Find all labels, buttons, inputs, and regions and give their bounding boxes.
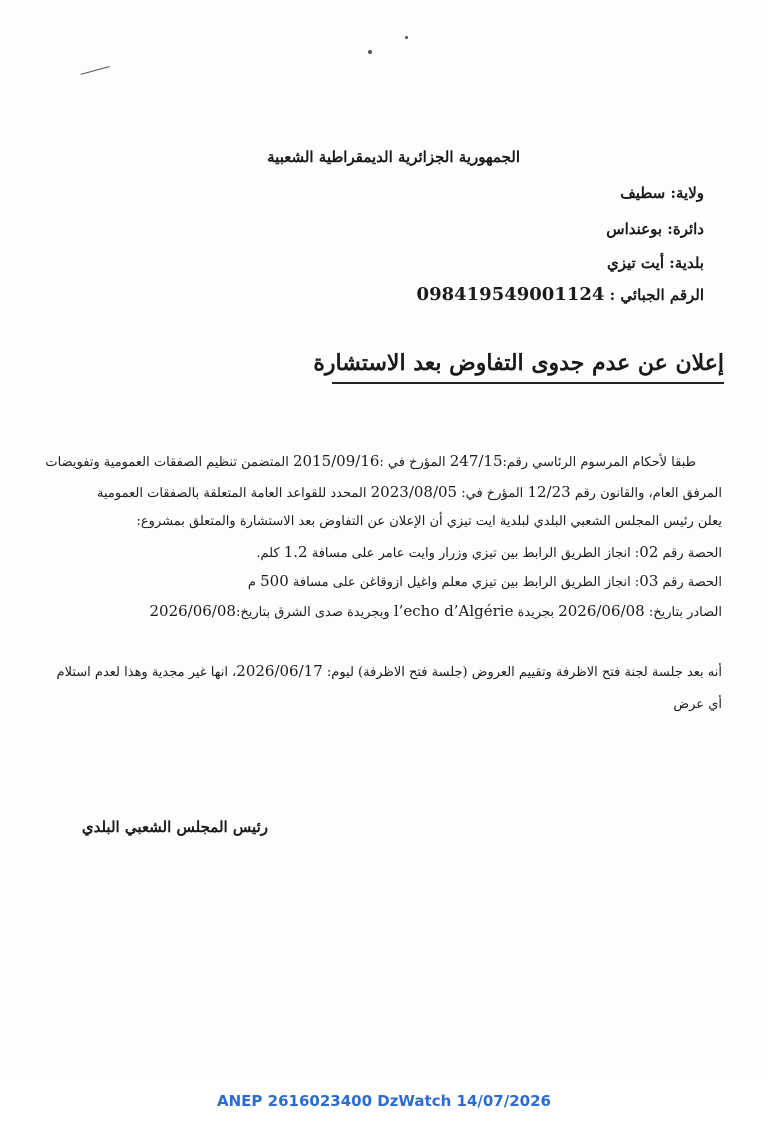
- scan-speck: [405, 36, 408, 39]
- footer-reference: ANEP 2616023400 DzWatch 14/07/2026: [217, 1092, 551, 1110]
- decree-number: 247/15: [449, 452, 503, 470]
- signature-title: رئيس المجلس الشعبي البلدي: [81, 818, 268, 836]
- lot2-number: 02: [639, 543, 659, 561]
- lot3-unit: م: [247, 575, 256, 590]
- scan-speck: [368, 50, 372, 54]
- line1-text-a: طبقا لأحكام المرسوم الرئاسي رقم:: [502, 455, 696, 470]
- wilaya-line: [620, 184, 704, 202]
- result-text-b: ، انها غير مجدية وهذا لعدم استلام: [56, 665, 237, 680]
- lot-03-line: [248, 572, 722, 590]
- law-number: 12/23: [527, 483, 571, 501]
- body-line-3: يعلن رئيس المجلس الشعبي البلدي لبلدية ايت تيزي أن الإعلان عن التفاوض بعد الاستشارة والمتعلق بمشروع:: [136, 514, 722, 529]
- issued-line: [149, 602, 722, 620]
- lot3-distance: 500: [260, 572, 289, 590]
- decree-date: 2015/09/16: [292, 452, 380, 470]
- lot2-description: : انجاز الطريق الرابط بين تيزي وزرار وايت عامر على مسافة: [311, 546, 640, 561]
- issued-text-c: وبجريدة صدى الشرق بتاريخ:: [235, 605, 390, 620]
- line2-text-b: المؤرخ في:: [461, 486, 524, 501]
- line2-text-c: المحدد للقواعد العامة المتعلقة بالصفقات العمومية: [97, 486, 367, 501]
- daira-line: [606, 220, 704, 238]
- tax-number-label: الرقم الجبائي :: [609, 286, 704, 304]
- wilaya-value: سطيف: [620, 184, 666, 202]
- tax-number-line: [417, 284, 704, 305]
- lot3-number: 03: [639, 572, 659, 590]
- tax-number-value: 098419549001124: [416, 284, 605, 305]
- issued-date-1: 2026/06/08: [558, 602, 645, 620]
- republic-heading: الجمهورية الجزائرية الديمقراطية الشعبية: [267, 148, 520, 166]
- line1-text-c: المتضمن تنظيم الصفقات العمومية وتفويضات: [45, 455, 289, 470]
- commune-line: [607, 254, 704, 272]
- commune-label: بلدية:: [669, 254, 704, 272]
- issued-text-b: بجريدة: [517, 605, 555, 620]
- lot3-label: الحصة رقم: [662, 575, 722, 590]
- result-line-2: أي عرض: [673, 697, 722, 712]
- lot2-distance: 1.2: [283, 543, 308, 561]
- issued-date-2: 2026/06/08: [149, 602, 236, 620]
- scan-speck: [80, 66, 109, 75]
- wilaya-label: ولاية:: [670, 184, 704, 202]
- issued-label: الصادر بتاريخ:: [648, 605, 722, 620]
- result-text-a: أنه بعد جلسة لجنة فتح الاظرفة وتقييم العروض (جلسة فتح الاظرفة) ليوم:: [326, 665, 722, 680]
- line2-text-a: المرفق العام، والقانون رقم: [574, 486, 722, 501]
- newspaper-name: l’echo d’Algérie: [393, 602, 514, 620]
- result-line-1: [57, 662, 722, 680]
- daira-label: دائرة:: [667, 220, 704, 238]
- law-date: 2023/08/05: [370, 483, 458, 501]
- lot2-label: الحصة رقم: [662, 546, 722, 561]
- announcement-title: إعلان عن عدم جدوى التفاوض بعد الاستشارة: [332, 350, 724, 384]
- lot-02-line: [256, 543, 722, 561]
- body-line-2: [97, 483, 722, 501]
- commune-value: أيت تيزي: [606, 254, 664, 272]
- lot3-description: : انجاز الطريق الرابط بين تيزي معلم واغيل ازوقاغن على مسافة: [292, 575, 640, 590]
- body-line-1: [45, 452, 696, 470]
- daira-value: بوعنداس: [606, 220, 663, 238]
- line1-text-b: المؤرخ في :: [379, 455, 446, 470]
- lot2-unit: كلم.: [256, 546, 280, 561]
- result-date: 2026/06/17: [236, 662, 323, 680]
